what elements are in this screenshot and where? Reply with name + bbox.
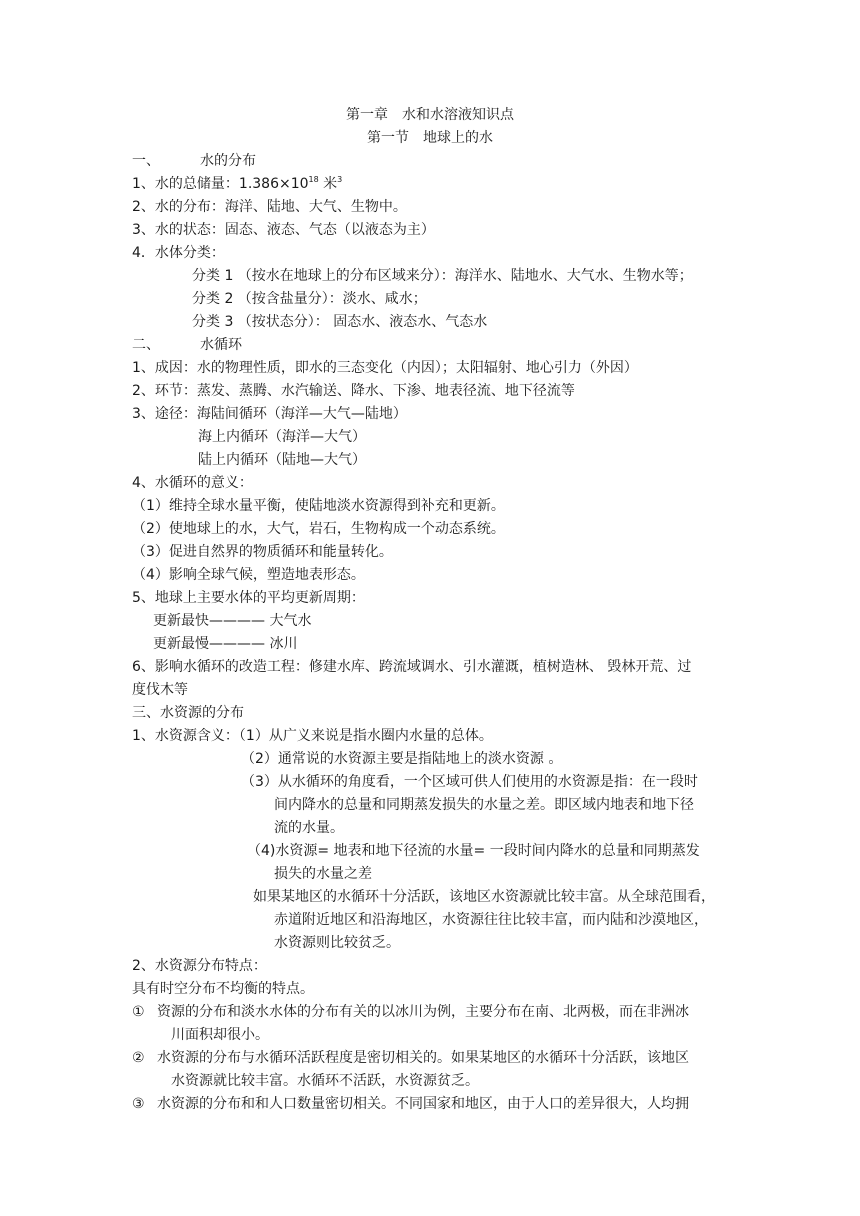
list-item-1-marker: ① xyxy=(132,1004,145,1020)
definition-3-line-1: （3）从水循环的角度看，一个区域可供人们使用的水资源是指：在一段时 xyxy=(241,774,698,790)
route-sea: 海上内循环（海洋—大气） xyxy=(198,429,366,445)
list-item-2-line-2: 水资源就比较丰富。水循环不活跃，水资源贫乏。 xyxy=(171,1073,479,1089)
meaning-heading: 4、水循环的意义： xyxy=(132,475,253,491)
cause-line: 1、成因：水的物理性质，即水的三态变化（内因）；太阳辐射、地心引力（外因） xyxy=(132,360,638,376)
part3-heading: 三、水资源的分布 xyxy=(132,705,244,721)
class3-line: 分类 3 （按状态分）： 固态水、液态水、气态水 xyxy=(192,314,488,330)
meaning-1: （1）维持全球水量平衡，使陆地淡水资源得到补充和更新。 xyxy=(132,498,505,514)
features-heading: 2、水资源分布特点： xyxy=(132,958,267,974)
list-item-3-line-1: 水资源的分布和和人口数量密切相关。不同国家和地区，由于人口的差异很大，人均拥 xyxy=(157,1096,689,1112)
part2-heading xyxy=(132,334,242,356)
meaning-2: （2）使地球上的水，大气，岩石，生物构成一个动态系统。 xyxy=(132,521,505,537)
cycle-heading: 5、地球上主要水体的平均更新周期： xyxy=(132,590,365,606)
part1-heading-text: 水的分布 xyxy=(200,153,256,169)
definition-4-line-2: 损失的水量之差 xyxy=(274,866,372,882)
definition-3-line-2: 间内降水的总量和同期蒸发损失的水量之差。即区域内地表和地下径 xyxy=(274,797,694,813)
definition-2: （2）通常说的水资源主要是指陆地上的淡水资源 。 xyxy=(241,751,563,767)
section-title: 第一节 地球上的水 xyxy=(367,130,493,146)
class2-line: 分类 2 （按含盐量分）：淡水、咸水； xyxy=(192,291,427,307)
states-line: 3、水的状态：固态、液态、气态（以液态为主） xyxy=(132,222,435,238)
part1-heading xyxy=(132,150,256,172)
distribution-line: 2、水的分布：海洋、陆地、大气、生物中。 xyxy=(132,199,407,215)
note-line-2: 赤道附近地区和沿海地区，水资源往往比较丰富，而内陆和沙漠地区， xyxy=(274,912,708,928)
total-storage-text: 1、水的总储量：1.386×10 xyxy=(132,176,309,192)
list-item-2-line-1: 水资源的分布与水循环活跃程度是密切相关的。如果某地区的水循环十分活跃，该地区 xyxy=(157,1050,689,1066)
part1-number: 一、 xyxy=(132,153,160,169)
class1-line: 分类 1 （按水在地球上的分布区域来分）：海洋水、陆地水、大气水、生物水等； xyxy=(192,268,693,284)
definition-1: 1、水资源含义：（1）从广义来说是指水圈内水量的总体。 xyxy=(132,728,493,744)
projects-line-1: 6、影响水循环的改造工程：修建水库、跨流域调水、引水灌溉，植树造林、 毁林开荒、过 xyxy=(132,659,692,675)
definition-3-line-3: 流的水量。 xyxy=(274,820,344,836)
total-storage-unit: 米 xyxy=(323,176,338,192)
classes-heading: 4．水体分类： xyxy=(132,245,225,261)
routes-heading: 3、途径：海陆间循环（海洋—大气—陆地） xyxy=(132,406,407,422)
list-item-3-marker: ③ xyxy=(132,1096,145,1112)
note-line-3: 水资源则比较贫乏。 xyxy=(274,935,400,951)
fastest-update: 更新最快———— 大气水 xyxy=(153,613,312,629)
projects-line-2: 度伐木等 xyxy=(132,682,188,698)
meaning-3: （3）促进自然界的物质循环和能量转化。 xyxy=(132,544,393,560)
list-item-2-marker: ② xyxy=(132,1050,145,1066)
meaning-4: （4）影响全球气候，塑造地表形态。 xyxy=(132,567,365,583)
links-line: 2、环节：蒸发、蒸腾、水汽输送、降水、下渗、地表径流、地下径流等 xyxy=(132,383,575,399)
note-line-1: 如果某地区的水循环十分活跃，该地区水资源就比较丰富。从全球范围看， xyxy=(253,889,715,905)
slowest-update: 更新最慢———— 冰川 xyxy=(153,636,298,652)
part2-heading-text: 水循环 xyxy=(200,337,242,353)
total-storage-unit-exponent: 3 xyxy=(337,175,343,184)
list-item-1-line-2: 川面积却很小。 xyxy=(171,1027,269,1043)
list-item-1-line-1: 资源的分布和淡水水体的分布有关的以冰川为例，主要分布在南、北两极，而在非洲冰 xyxy=(157,1004,689,1020)
definition-4-line-1: （4)水资源= 地表和地下径流的水量= 一段时间内降水的总量和同期蒸发 xyxy=(247,843,700,859)
total-storage-exponent: 18 xyxy=(308,175,319,184)
route-land: 陆上内循环（陆地—大气） xyxy=(198,452,366,468)
features-intro: 具有时空分布不均衡的特点。 xyxy=(132,981,314,997)
part2-number: 二、 xyxy=(132,337,160,353)
total-storage-line xyxy=(132,173,342,195)
chapter-title: 第一章 水和水溶液知识点 xyxy=(346,107,514,123)
